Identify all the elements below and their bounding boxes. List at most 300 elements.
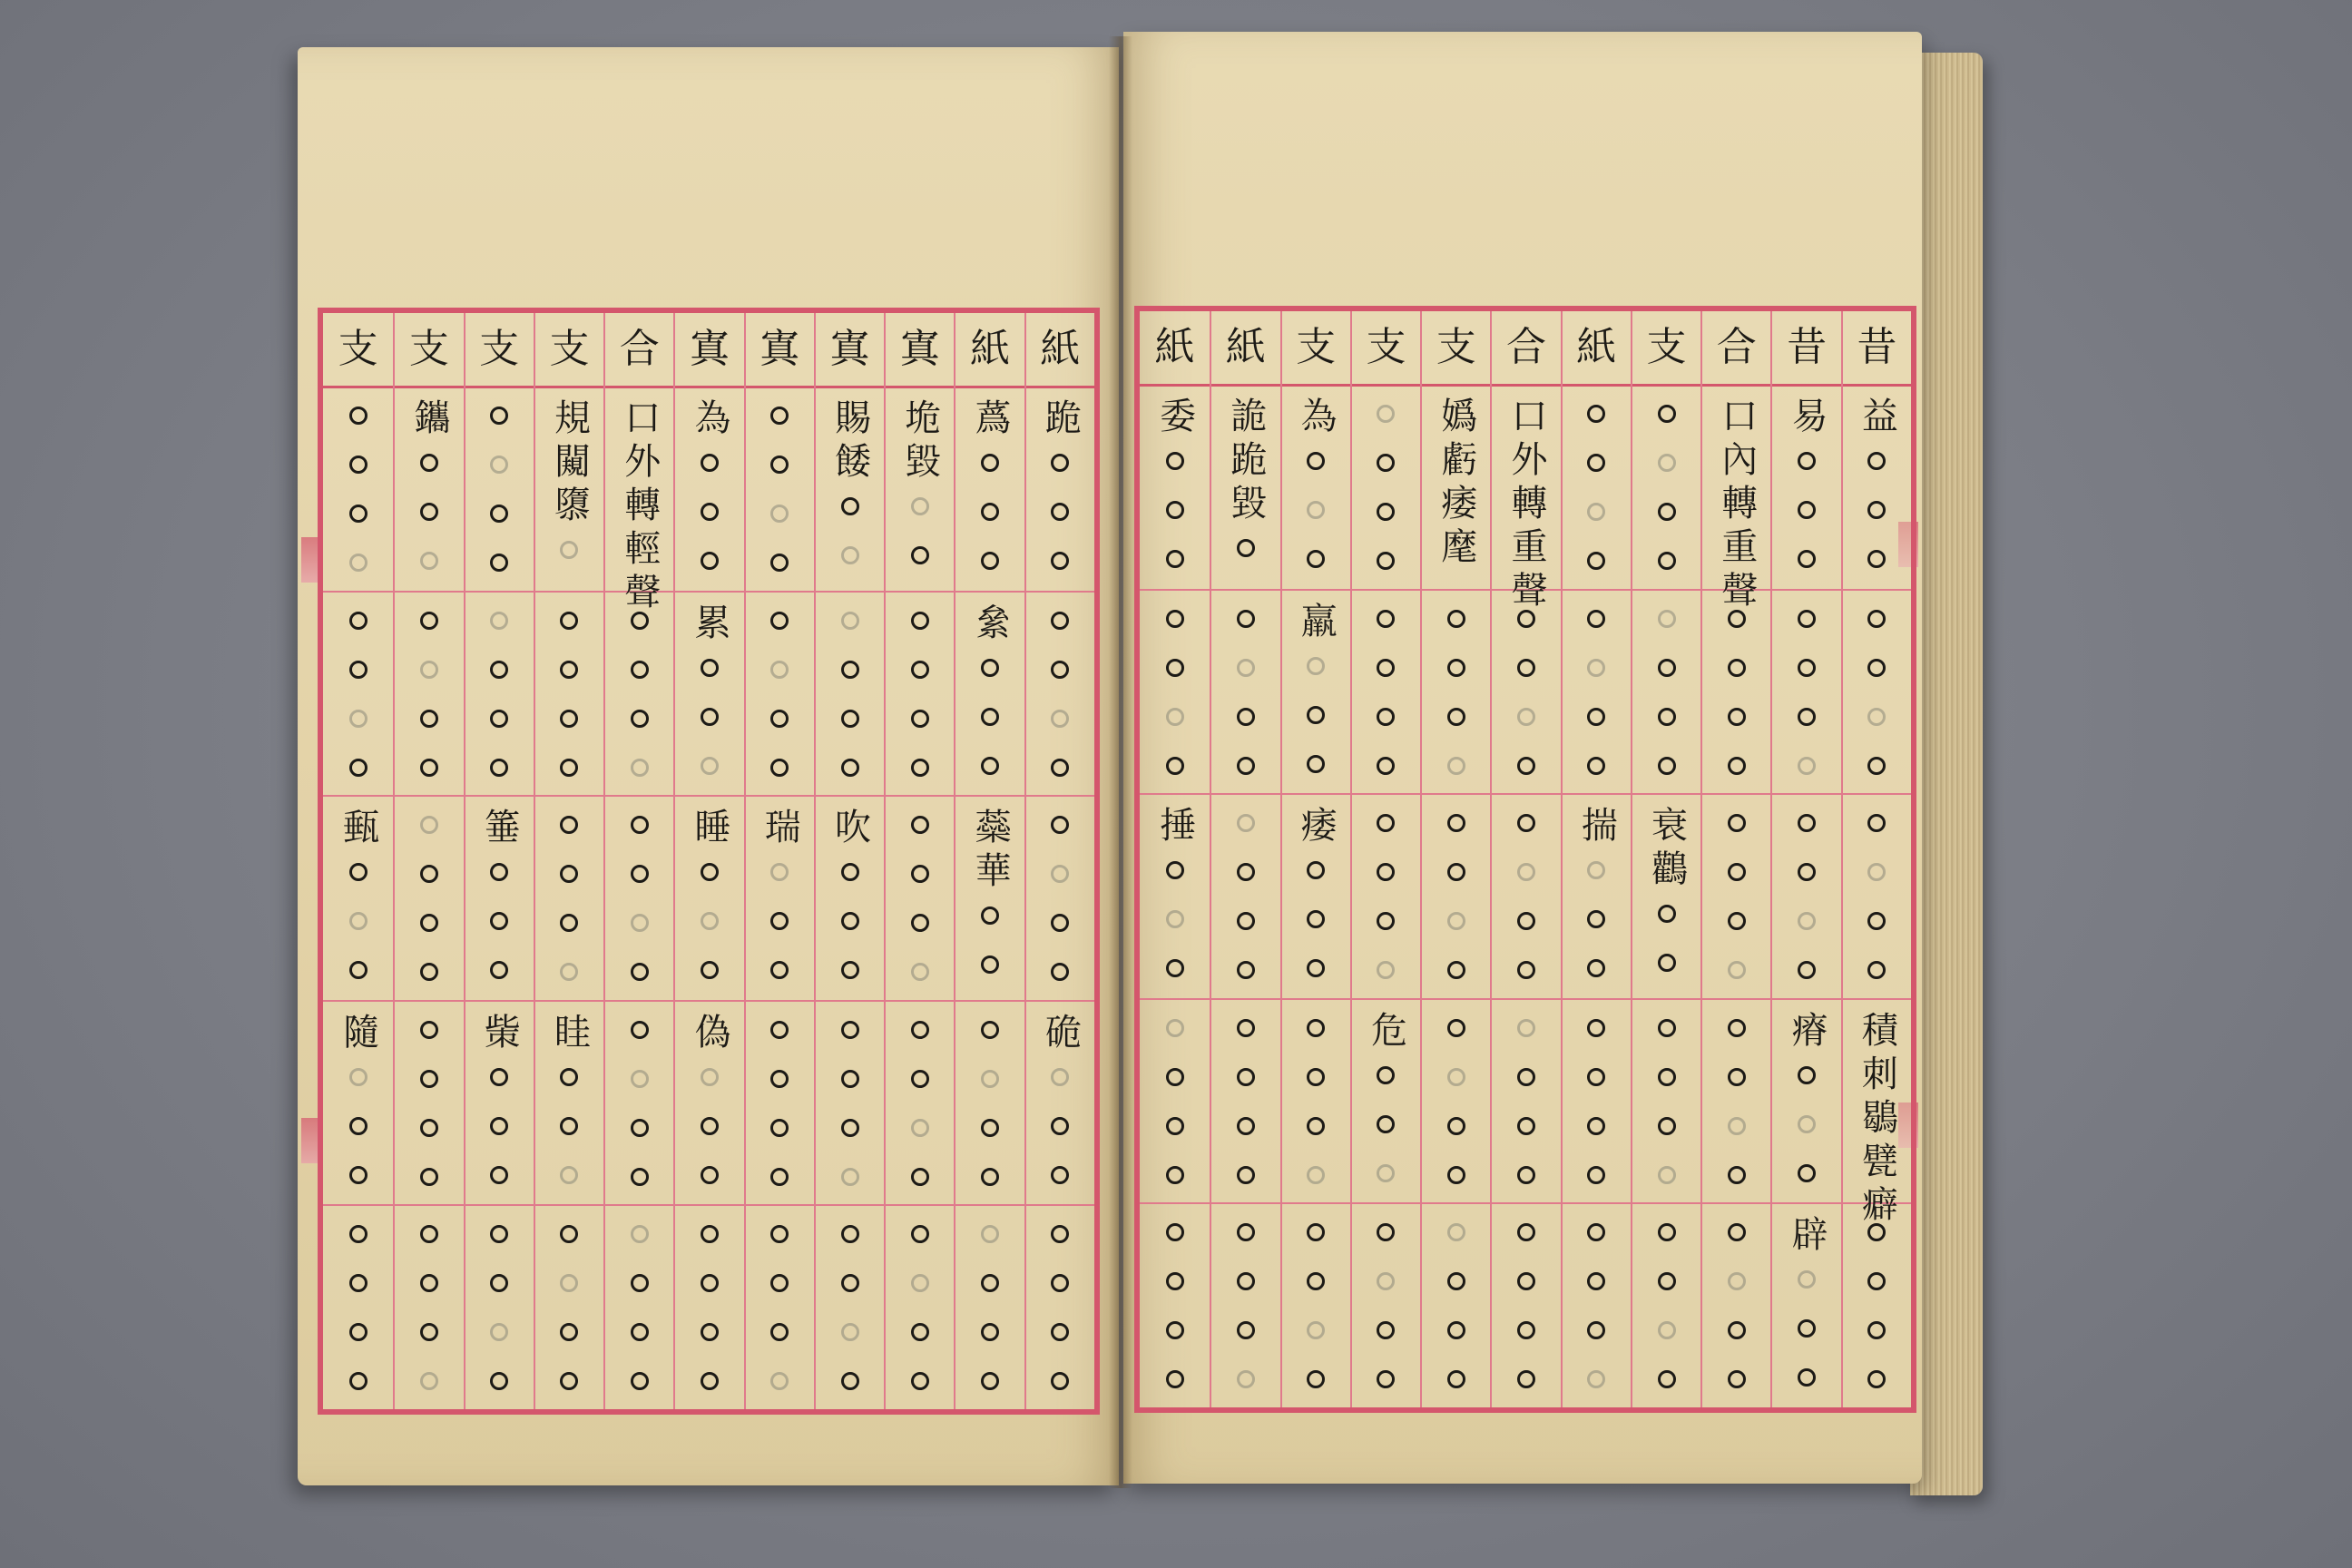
table-column (673, 313, 743, 1409)
empty-slot-group (701, 1053, 719, 1200)
empty-slot-circle (1447, 814, 1465, 832)
empty-slot-circle (1447, 708, 1465, 726)
empty-slot-group (770, 848, 789, 995)
table-column (1631, 311, 1700, 1407)
empty-slot-circle (1307, 861, 1325, 879)
empty-slot-circle (490, 710, 508, 728)
empty-slot-group (1051, 800, 1069, 996)
empty-slot-circle (490, 1225, 508, 1243)
empty-slot-circle (981, 503, 999, 521)
empty-slot-circle (1867, 961, 1886, 979)
empty-slot-group (1728, 1208, 1746, 1404)
rhyme-character: 賜餧 (828, 398, 871, 485)
empty-slot-group (1728, 799, 1746, 995)
empty-slot-group (1051, 1053, 1069, 1200)
empty-slot-group (349, 1210, 368, 1406)
empty-slot-group (1307, 642, 1325, 789)
empty-slot-circle (560, 1166, 578, 1184)
empty-slot-circle (1447, 1068, 1465, 1086)
empty-slot-circle (349, 407, 368, 425)
empty-slot-circle (1587, 552, 1605, 570)
empty-slot-circle (770, 661, 789, 679)
empty-slot-circle (1798, 1164, 1816, 1182)
empty-slot-circle (911, 1225, 929, 1243)
empty-slot-circle (1587, 503, 1605, 521)
empty-slot-circle (631, 816, 649, 834)
empty-slot-group (1798, 1255, 1816, 1402)
table-column (534, 313, 603, 1409)
column-heading: 紙 (1154, 324, 1195, 370)
empty-slot-group (1307, 846, 1325, 993)
empty-slot-circle (1237, 539, 1255, 557)
empty-slot-group (1166, 846, 1184, 993)
empty-slot-circle (1728, 610, 1746, 628)
rhyme-character: 累 (688, 603, 730, 647)
rhyme-character: 捶 (1153, 806, 1196, 850)
empty-slot-circle (1517, 1117, 1535, 1135)
empty-slot-circle (1237, 1117, 1255, 1135)
rhyme-character: 危 (1365, 1010, 1407, 1054)
empty-slot-circle (701, 708, 719, 726)
rhyme-table-right (1134, 306, 1916, 1413)
empty-slot-group (420, 596, 438, 792)
empty-slot-group (1307, 1208, 1325, 1404)
empty-slot-group (981, 643, 999, 790)
empty-slot-group (1307, 1004, 1325, 1200)
empty-slot-circle (1867, 501, 1886, 519)
rhyme-character: 甀 (337, 808, 379, 852)
empty-slot-circle (1377, 814, 1395, 832)
empty-slot-circle (349, 1274, 368, 1292)
rhyme-character: 吹 (828, 808, 871, 852)
rhyme-table-left (318, 308, 1100, 1415)
empty-slot-circle (1798, 961, 1816, 979)
empty-slot-circle (1377, 610, 1395, 628)
empty-slot-circle (1587, 659, 1605, 677)
empty-slot-group (1447, 1208, 1465, 1404)
empty-slot-circle (770, 1021, 789, 1039)
empty-slot-circle (981, 1323, 999, 1341)
column-heading: 寘 (899, 326, 940, 372)
empty-slot-circle (911, 612, 929, 630)
empty-slot-group (1587, 389, 1605, 585)
empty-slot-circle (701, 552, 719, 570)
empty-slot-circle (1166, 1068, 1184, 1086)
column-heading: 支 (1296, 324, 1337, 370)
empty-slot-circle (911, 1168, 929, 1186)
empty-slot-circle (1447, 1223, 1465, 1241)
right-page (1123, 32, 1922, 1484)
empty-slot-circle (1307, 910, 1325, 928)
empty-slot-circle (1658, 503, 1676, 521)
empty-slot-circle (1447, 1166, 1465, 1184)
empty-slot-circle (349, 505, 368, 523)
empty-slot-circle (701, 1166, 719, 1184)
empty-slot-circle (1377, 912, 1395, 930)
empty-slot-circle (1587, 757, 1605, 775)
empty-slot-circle (701, 757, 719, 775)
empty-slot-circle (1051, 1068, 1069, 1086)
empty-slot-circle (1377, 1164, 1395, 1182)
empty-slot-circle (1728, 1117, 1746, 1135)
empty-slot-circle (1517, 1019, 1535, 1037)
empty-slot-group (1166, 594, 1184, 790)
empty-slot-circle (631, 661, 649, 679)
empty-slot-circle (1728, 1370, 1746, 1388)
empty-slot-circle (1377, 503, 1395, 521)
empty-slot-circle (349, 1323, 368, 1341)
empty-slot-circle (1517, 1272, 1535, 1290)
empty-slot-group (490, 1210, 508, 1406)
empty-slot-circle (841, 1070, 859, 1088)
empty-slot-circle (1867, 610, 1886, 628)
empty-slot-circle (631, 612, 649, 630)
empty-slot-group (1587, 846, 1605, 993)
empty-slot-circle (1307, 706, 1325, 724)
empty-slot-circle (1658, 1223, 1676, 1241)
empty-slot-circle (1867, 1321, 1886, 1339)
empty-slot-group (770, 596, 789, 792)
empty-slot-circle (1728, 814, 1746, 832)
empty-slot-circle (770, 407, 789, 425)
rhyme-character: 㭰 (478, 1012, 521, 1056)
empty-slot-circle (1867, 708, 1886, 726)
empty-slot-circle (1867, 452, 1886, 470)
table-column (884, 313, 954, 1409)
empty-slot-group (1587, 1004, 1605, 1200)
empty-slot-circle (1237, 912, 1255, 930)
empty-slot-group (1798, 1051, 1816, 1198)
empty-slot-circle (981, 552, 999, 570)
empty-slot-circle (701, 863, 719, 881)
empty-slot-group (1867, 594, 1886, 790)
empty-slot-circle (631, 1274, 649, 1292)
empty-slot-circle (1587, 1019, 1605, 1037)
empty-slot-circle (1051, 759, 1069, 777)
empty-slot-circle (490, 612, 508, 630)
empty-slot-circle (911, 1372, 929, 1390)
empty-slot-circle (420, 1119, 438, 1137)
empty-slot-group (841, 1005, 859, 1201)
empty-slot-circle (420, 914, 438, 932)
empty-slot-group (1587, 594, 1605, 790)
empty-slot-circle (1517, 1370, 1535, 1388)
empty-slot-group (349, 391, 368, 587)
empty-slot-group (1728, 594, 1746, 790)
empty-slot-circle (1798, 1319, 1816, 1338)
empty-slot-circle (701, 454, 719, 472)
empty-slot-circle (490, 661, 508, 679)
empty-slot-circle (1587, 1370, 1605, 1388)
empty-slot-circle (1377, 757, 1395, 775)
empty-slot-circle (1307, 1223, 1325, 1241)
rhyme-character: 辟 (1786, 1215, 1828, 1259)
empty-slot-circle (770, 1372, 789, 1390)
empty-slot-circle (1587, 1223, 1605, 1241)
empty-slot-circle (1798, 550, 1816, 568)
empty-slot-circle (770, 710, 789, 728)
empty-slot-group (701, 1210, 719, 1406)
empty-slot-circle (490, 407, 508, 425)
empty-slot-group (911, 596, 929, 792)
empty-slot-group (1447, 1004, 1465, 1200)
empty-slot-circle (1166, 959, 1184, 977)
empty-slot-circle (1237, 1272, 1255, 1290)
empty-slot-circle (1587, 405, 1605, 423)
empty-slot-circle (841, 961, 859, 979)
empty-slot-circle (631, 1372, 649, 1390)
empty-slot-circle (841, 1323, 859, 1341)
empty-slot-circle (1587, 454, 1605, 472)
column-heading: 紙 (1576, 324, 1617, 370)
empty-slot-circle (1517, 1166, 1535, 1184)
empty-slot-circle (1867, 659, 1886, 677)
empty-slot-group (490, 848, 508, 995)
empty-slot-circle (1728, 757, 1746, 775)
empty-slot-group (1447, 594, 1465, 790)
empty-slot-circle (490, 456, 508, 474)
empty-slot-group (911, 482, 929, 580)
empty-slot-circle (1447, 1321, 1465, 1339)
empty-slot-group (420, 800, 438, 996)
empty-slot-circle (770, 1323, 789, 1341)
empty-slot-circle (770, 1225, 789, 1243)
empty-slot-circle (911, 759, 929, 777)
empty-slot-circle (1237, 659, 1255, 677)
empty-slot-circle (770, 554, 789, 572)
empty-slot-circle (631, 759, 649, 777)
empty-slot-circle (770, 612, 789, 630)
empty-slot-group (770, 391, 789, 587)
empty-slot-group (1377, 1208, 1395, 1404)
table-column (323, 313, 393, 1409)
column-heading: 紙 (970, 326, 1011, 372)
rhyme-character: 睡 (688, 808, 730, 852)
empty-slot-group (1307, 436, 1325, 583)
empty-slot-group (1658, 1208, 1676, 1404)
empty-slot-circle (1166, 501, 1184, 519)
empty-slot-circle (770, 505, 789, 523)
empty-slot-circle (1587, 1166, 1605, 1184)
empty-slot-circle (1728, 1321, 1746, 1339)
empty-slot-circle (841, 912, 859, 930)
empty-slot-circle (701, 1068, 719, 1086)
empty-slot-circle (1237, 1019, 1255, 1037)
column-heading: 合 (619, 326, 660, 372)
empty-slot-circle (1237, 1068, 1255, 1086)
empty-slot-circle (1517, 814, 1535, 832)
empty-slot-circle (631, 1119, 649, 1137)
empty-slot-group (1658, 889, 1676, 987)
empty-slot-circle (1587, 959, 1605, 977)
empty-slot-circle (1237, 1223, 1255, 1241)
rhyme-character: 跪 (1039, 398, 1082, 442)
empty-slot-circle (1051, 1372, 1069, 1390)
empty-slot-circle (490, 1166, 508, 1184)
empty-slot-circle (1051, 503, 1069, 521)
column-heading: 昔 (1857, 324, 1897, 370)
empty-slot-circle (560, 1117, 578, 1135)
table-column (603, 313, 673, 1409)
rhyme-character: 委 (1153, 397, 1196, 440)
empty-slot-circle (631, 1323, 649, 1341)
column-heading: 合 (1716, 324, 1757, 370)
empty-slot-circle (1377, 1321, 1395, 1339)
empty-slot-group (420, 1005, 438, 1201)
empty-slot-circle (490, 961, 508, 979)
empty-slot-circle (1658, 1068, 1676, 1086)
empty-slot-group (1447, 799, 1465, 995)
rhyme-character: 痿 (1295, 806, 1338, 850)
empty-slot-circle (841, 759, 859, 777)
table-column (1350, 311, 1420, 1407)
empty-slot-group (981, 438, 999, 585)
empty-slot-circle (420, 710, 438, 728)
empty-slot-circle (981, 1274, 999, 1292)
table-column (1210, 311, 1279, 1407)
empty-slot-group (841, 1210, 859, 1406)
empty-slot-circle (1517, 912, 1535, 930)
empty-slot-group (841, 848, 859, 995)
empty-slot-circle (1166, 1019, 1184, 1037)
rhyme-character: 眭 (548, 1012, 591, 1056)
column-heading: 支 (479, 326, 520, 372)
column-heading: 紙 (1040, 326, 1081, 372)
empty-slot-group (1377, 1051, 1395, 1198)
empty-slot-circle (490, 505, 508, 523)
empty-slot-circle (911, 1119, 929, 1137)
table-column (393, 313, 463, 1409)
column-heading: 寘 (689, 326, 730, 372)
empty-slot-circle (420, 1372, 438, 1390)
empty-slot-circle (770, 1070, 789, 1088)
empty-slot-circle (1798, 610, 1816, 628)
empty-slot-group (1867, 799, 1886, 995)
empty-slot-circle (1307, 550, 1325, 568)
empty-slot-circle (560, 710, 578, 728)
empty-slot-circle (1587, 910, 1605, 928)
rhyme-character: 蔿 (969, 398, 1012, 442)
empty-slot-circle (770, 863, 789, 881)
column-heading: 支 (1366, 324, 1406, 370)
empty-slot-circle (631, 1168, 649, 1186)
empty-slot-circle (1658, 1019, 1676, 1037)
empty-slot-circle (770, 1119, 789, 1137)
empty-slot-circle (1377, 659, 1395, 677)
empty-slot-circle (349, 863, 368, 881)
empty-slot-circle (349, 612, 368, 630)
empty-slot-group (841, 482, 859, 580)
empty-slot-circle (1587, 610, 1605, 628)
empty-slot-circle (560, 914, 578, 932)
empty-slot-circle (1728, 961, 1746, 979)
empty-slot-group (1237, 1208, 1255, 1404)
empty-slot-circle (1051, 1166, 1069, 1184)
empty-slot-circle (1166, 861, 1184, 879)
empty-slot-circle (1166, 910, 1184, 928)
left-page (298, 47, 1119, 1485)
empty-slot-circle (631, 1021, 649, 1039)
empty-slot-circle (1587, 1068, 1605, 1086)
empty-slot-group (1166, 1004, 1184, 1200)
empty-slot-circle (1237, 757, 1255, 775)
empty-slot-group (490, 1053, 508, 1200)
empty-slot-circle (560, 816, 578, 834)
empty-slot-circle (1166, 1272, 1184, 1290)
empty-slot-circle (490, 554, 508, 572)
rhyme-character: 揣 (1575, 806, 1618, 850)
empty-slot-group (420, 438, 438, 585)
empty-slot-circle (1728, 1272, 1746, 1290)
empty-slot-circle (1051, 1323, 1069, 1341)
empty-slot-circle (1798, 708, 1816, 726)
empty-slot-group (1517, 1208, 1535, 1404)
empty-slot-circle (1798, 1066, 1816, 1084)
empty-slot-circle (1867, 912, 1886, 930)
empty-slot-circle (841, 1372, 859, 1390)
empty-slot-circle (1307, 1166, 1325, 1184)
empty-slot-group (349, 848, 368, 995)
empty-slot-circle (911, 816, 929, 834)
empty-slot-circle (770, 759, 789, 777)
empty-slot-circle (1798, 1368, 1816, 1387)
empty-slot-group (1867, 1208, 1886, 1404)
empty-slot-circle (560, 1274, 578, 1292)
empty-slot-circle (1798, 814, 1816, 832)
empty-slot-group (1237, 1004, 1255, 1200)
empty-slot-circle (841, 1021, 859, 1039)
empty-slot-circle (349, 759, 368, 777)
empty-slot-circle (1447, 757, 1465, 775)
empty-slot-circle (1307, 1019, 1325, 1037)
empty-slot-circle (981, 454, 999, 472)
empty-slot-circle (1517, 757, 1535, 775)
table-column (464, 313, 534, 1409)
empty-slot-circle (631, 914, 649, 932)
empty-slot-circle (349, 1166, 368, 1184)
empty-slot-circle (1728, 1223, 1746, 1241)
empty-slot-group (420, 1210, 438, 1406)
empty-slot-circle (349, 1117, 368, 1135)
empty-slot-circle (1447, 961, 1465, 979)
column-heading: 紙 (1225, 324, 1266, 370)
empty-slot-circle (841, 546, 859, 564)
empty-slot-circle (490, 1274, 508, 1292)
empty-slot-circle (701, 1323, 719, 1341)
empty-slot-circle (1237, 863, 1255, 881)
empty-slot-group (1658, 594, 1676, 790)
empty-slot-circle (1658, 610, 1676, 628)
empty-slot-circle (1166, 708, 1184, 726)
empty-slot-group (701, 848, 719, 995)
empty-slot-circle (981, 1070, 999, 1088)
empty-slot-circle (1377, 454, 1395, 472)
column-heading: 支 (1646, 324, 1687, 370)
empty-slot-circle (420, 612, 438, 630)
empty-slot-circle (1307, 657, 1325, 675)
empty-slot-circle (1658, 905, 1676, 923)
empty-slot-circle (1051, 1117, 1069, 1135)
empty-slot-circle (1658, 1321, 1676, 1339)
empty-slot-group (911, 1005, 929, 1201)
empty-slot-group (701, 438, 719, 585)
empty-slot-circle (420, 503, 438, 521)
column-heading: 寘 (760, 326, 800, 372)
empty-slot-circle (1307, 1272, 1325, 1290)
empty-slot-circle (1658, 757, 1676, 775)
rhyme-character: 為 (688, 398, 730, 442)
empty-slot-circle (911, 914, 929, 932)
